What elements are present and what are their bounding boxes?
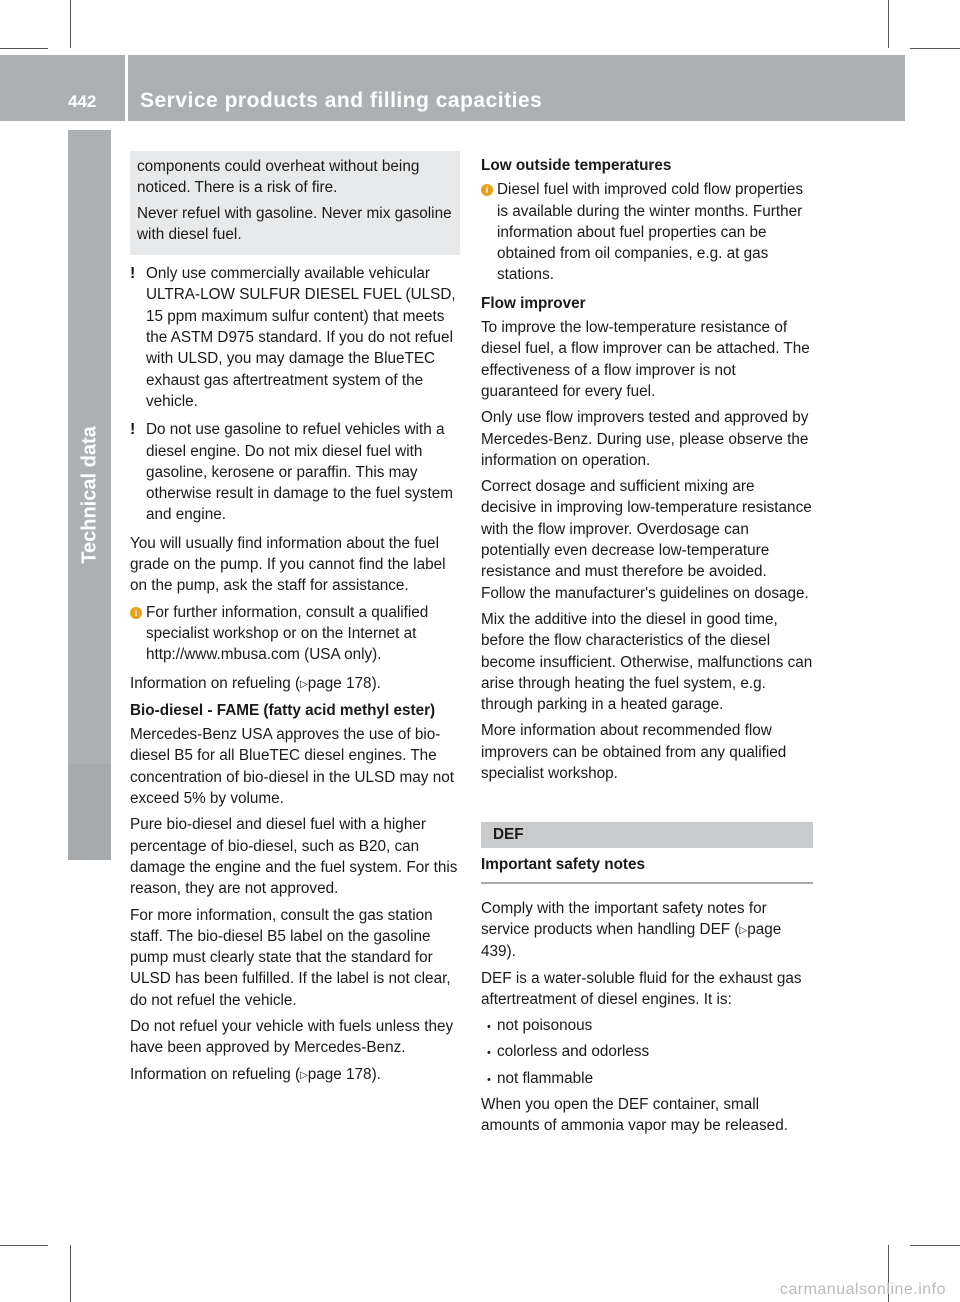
note-paragraph — [130, 263, 460, 412]
crop-mark — [910, 1245, 960, 1246]
section-heading: Low outside temperatures — [481, 157, 672, 174]
body-paragraph: Pure bio-diesel and diesel fuel with a higher percentage of bio-diesel, such as B20, can damage the engine and the fuel system. For this reason, they are not approved. — [130, 816, 458, 898]
exclamation-icon: ! — [130, 421, 136, 439]
crop-mark — [70, 0, 71, 48]
reference-text: Information on refueling ( — [130, 1065, 301, 1083]
body-paragraph: For more information, consult the gas station staff. The bio-diesel B5 label on the gasoline pump must clearly state that the standard for ULSD has been fulfilled. If the label is not clear, do not refuel the vehicle. — [130, 906, 451, 1009]
reference-text: Information on refueling ( — [130, 674, 301, 692]
page-reference-link[interactable]: page 439 — [481, 920, 782, 961]
left-column — [130, 155, 460, 1091]
watermark: carmanualsonline.info — [779, 1281, 946, 1298]
info-icon: i — [130, 607, 142, 619]
note-text: Only use commercially available vehicular ULTRA-LOW SULFUR DIESEL FUEL (ULSD, 15 ppm maximum sulfur content) that meets the ASTM D975 standard. If you do not refuel with ULSD, you may damage the BlueTEC exhaust gas aftertreatment system of the vehicle. — [146, 265, 456, 410]
list-item: • not flammable — [481, 1068, 813, 1091]
body-paragraph: When you open the DEF container, small amounts of ammonia vapor may be released. — [481, 1095, 788, 1135]
note-text: Do not use gasoline to refuel vehicles with a diesel engine. Do not mix diesel fuel with gasoline, kerosene or paraffin. This may otherwise result in damage to the fuel system and engine. — [146, 421, 453, 524]
arrow-icon: ▷ — [300, 1069, 308, 1081]
page-reference-link[interactable]: page 178 — [307, 674, 372, 692]
body-paragraph: To improve the low-temperature resistance of diesel fuel, a flow improver can be attached. The effectiveness of a flow improver is not guaranteed for every fuel. — [481, 319, 810, 400]
side-tab-marker — [68, 764, 111, 860]
crop-mark — [0, 1245, 48, 1246]
arrow-icon: ▷ — [739, 924, 748, 936]
body-paragraph: Mix the additive into the diesel in good time, before the flow characteristics of the diesel become insufficient. Otherwise, malfunctions can arise through heating the fuel system, e.g. through parking in a heated garage. — [481, 610, 813, 714]
body-paragraph: Correct dosage and sufficient mixing are decisive in improving low-temperature resistance with the flow improver. Overdosage can potentially even decrease low-temperature resistance and must therefore be avoided. Follow the manufacturer's guidelines on dosage. — [481, 478, 812, 602]
reference-text: Comply with the important safety notes for service products when handling DEF ( — [481, 899, 767, 938]
side-tab-label: Technical data — [78, 426, 100, 564]
list-item: • not poisonous — [481, 1015, 813, 1038]
arrow-icon: ▷ — [300, 678, 308, 690]
running-title: Service products and filling capacities — [140, 89, 543, 112]
page-number: 442 — [68, 92, 97, 111]
warning-box — [130, 151, 460, 255]
body-paragraph: You will usually find information about the fuel grade on the pump. If you cannot find the label on the pump, ask the staff for assistance. — [130, 534, 446, 595]
exclamation-icon: ! — [130, 265, 136, 283]
info-text: Diesel fuel with improved cold flow properties is available during the winter months. Further information about fuel properties can be obtained from oil companies, e.g. at gas stations. — [497, 181, 804, 284]
def-property-list — [481, 1015, 813, 1091]
crop-mark — [888, 0, 889, 48]
reference-text: ). — [371, 1065, 381, 1083]
body-paragraph: Do not refuel your vehicle with fuels unless they have been approved by Mercedes-Benz. — [130, 1017, 454, 1057]
list-item: • colorless and odorless — [481, 1041, 813, 1064]
reference-text: ). — [371, 674, 381, 692]
body-paragraph: DEF is a water-soluble fluid for the exhaust gas aftertreatment of diesel engines. It is: — [481, 969, 802, 1008]
body-paragraph: Only use flow improvers tested and approved by Mercedes-Benz. During use, please observe the information on operation. — [481, 409, 809, 469]
reference-paragraph — [130, 1064, 460, 1086]
reference-text: ). — [506, 943, 516, 961]
section-heading: Flow improver — [481, 294, 586, 312]
info-paragraph — [481, 179, 813, 285]
right-column — [481, 155, 813, 1142]
note-paragraph — [130, 419, 460, 525]
warning-text: components could overheat without being noticed. There is a risk of fire. — [137, 158, 420, 197]
reference-paragraph — [130, 673, 460, 695]
body-paragraph: Mercedes-Benz USA approves the use of bio-diesel B5 for all BlueTEC diesel engines. The concentration of bio-diesel in the ULSD may not exceed 5% by volume. — [130, 726, 454, 808]
crop-mark — [0, 48, 48, 49]
reference-paragraph — [481, 898, 813, 963]
info-paragraph — [130, 602, 460, 666]
info-text: For further information, consult a qualified specialist workshop or on the Internet at http://www.mbusa.com (USA only). — [146, 603, 429, 664]
section-heading: Bio-diesel - FAME (fatty acid methyl ester) — [130, 701, 436, 719]
info-icon: i — [481, 184, 493, 196]
header-separator — [125, 55, 128, 121]
crop-mark — [70, 1245, 71, 1302]
crop-mark — [910, 48, 960, 49]
side-tab — [68, 130, 111, 860]
warning-text: Never refuel with gasoline. Never mix gasoline with diesel fuel. — [137, 204, 452, 243]
def-section-title: DEF — [481, 822, 813, 848]
def-subheading: Important safety notes — [481, 854, 813, 883]
page-reference-link[interactable]: page 178 — [307, 1065, 372, 1083]
body-paragraph: More information about recommended flow improvers can be obtained from any qualified specialist workshop. — [481, 722, 787, 783]
